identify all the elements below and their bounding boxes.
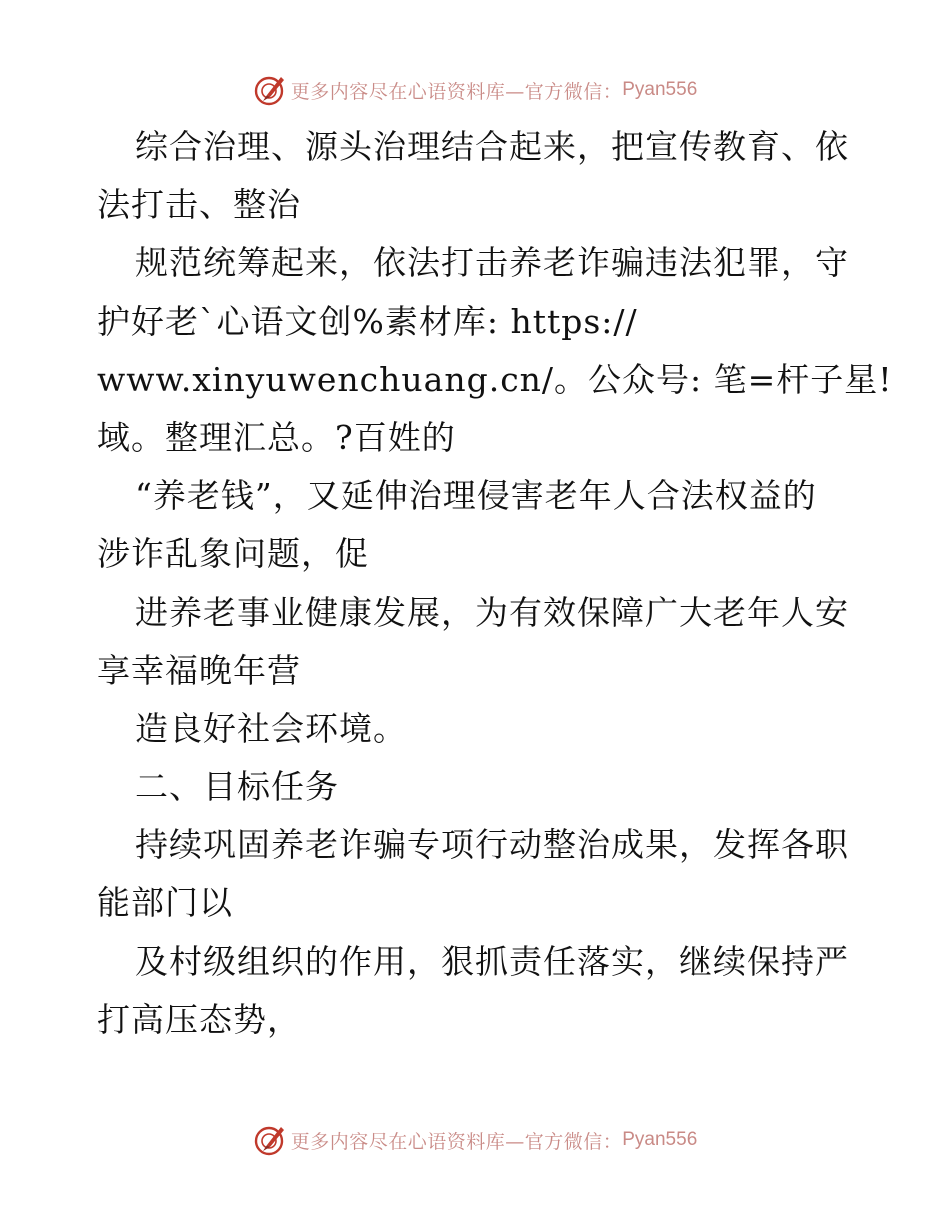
text-line: www.xinyuwenchuang.cn/。公众号: 笔=杆子星!: [97, 359, 893, 399]
text-line: 涉诈乱象问题，促: [97, 534, 369, 574]
text-line: 综合治理、源头治理结合起来，把宣传教育、依: [135, 127, 849, 166]
document-body: [97, 118, 893, 1049]
text-line: 及村级组织的作用，狠抓责任落实，继续保持严: [135, 941, 849, 981]
text-line: 域。整理汇总。?百姓的: [97, 417, 456, 457]
text-line: “养老钱”，又延伸治理侵害老年人合法权益的: [135, 476, 817, 516]
banner-wechat-id: Pyan556: [622, 79, 698, 100]
section-heading: 二、目标任务: [135, 767, 339, 807]
text-line-part: 护好老`心语文创%素材库: https://: [97, 301, 638, 341]
banner-wechat-id: Pyan556: [622, 1129, 698, 1150]
text-line: 打高压态势，: [97, 999, 301, 1039]
header-watermark-banner: [0, 70, 950, 110]
text-line: 法打击、整治: [97, 185, 301, 225]
quill-logo-icon: [253, 1123, 287, 1157]
text-line: 持续巩固养老诈骗专项行动整治成果，发挥各职: [135, 825, 849, 865]
text-line: 进养老事业健康发展，为有效保障广大老年人安: [135, 592, 849, 632]
text-line: 造良好社会环境。: [135, 708, 407, 748]
text-line: 规范统筹起来，依法打击养老诈骗违法犯罪，守: [135, 243, 849, 283]
text-line: 能部门以: [97, 883, 233, 923]
banner-text: 更多内容尽在心语资料库—官方微信：: [290, 80, 623, 103]
banner-text: 更多内容尽在心语资料库—官方微信：: [290, 1130, 623, 1153]
quill-logo-icon: [253, 73, 287, 107]
text-line: 享幸福晚年营: [97, 650, 301, 690]
footer-watermark-banner: [0, 1120, 950, 1160]
text-line: [97, 293, 857, 351]
